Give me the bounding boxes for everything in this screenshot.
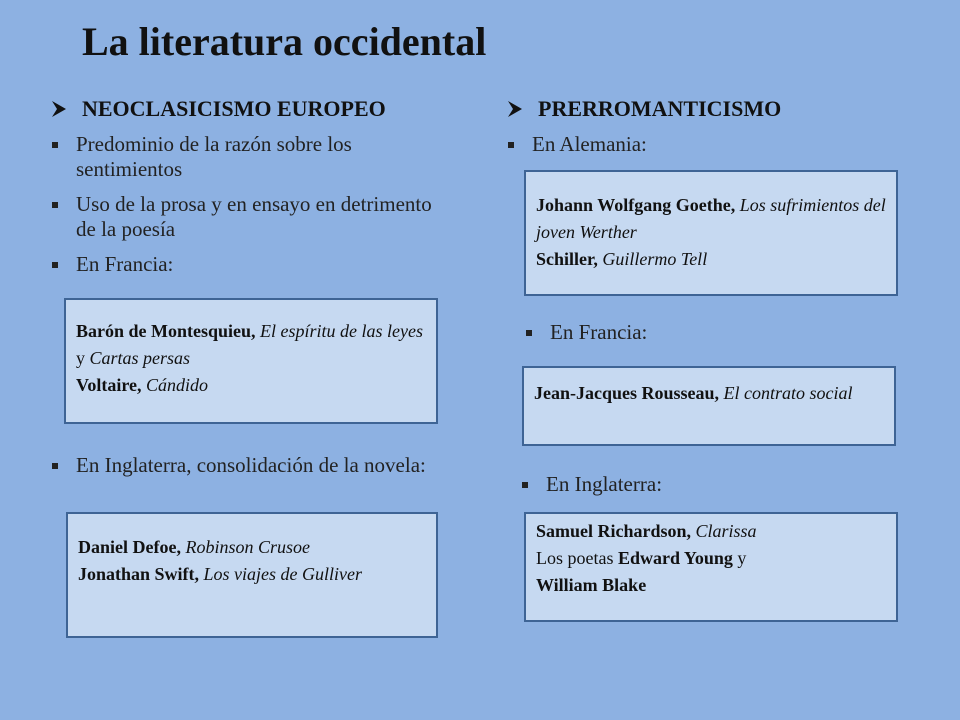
work-title: Los sufrimientos del joven Werther xyxy=(536,195,886,242)
square-bullet-icon xyxy=(526,330,532,336)
work-title: Cándido xyxy=(146,375,209,395)
heading-prerromanticismo xyxy=(508,96,781,122)
square-bullet-icon xyxy=(52,463,58,469)
work-title: El espíritu de las leyes xyxy=(260,321,423,341)
author-name: Schiller, xyxy=(536,249,598,269)
list-item xyxy=(52,252,452,277)
heading-neoclasicismo xyxy=(52,96,386,122)
left-bullet-list xyxy=(52,132,452,277)
author-name: Johann Wolfgang Goethe, xyxy=(536,195,736,215)
bullet-text: En Inglaterra: xyxy=(546,472,663,496)
plain-text: Los poetas xyxy=(536,548,614,568)
right-bullet-francia xyxy=(526,320,906,345)
conjunction: y xyxy=(76,348,85,368)
list-item xyxy=(508,132,908,157)
author-name: Barón de Montesquieu, xyxy=(76,321,256,341)
right-bullet-inglaterra xyxy=(522,472,902,497)
square-bullet-icon xyxy=(52,142,58,148)
square-bullet-icon xyxy=(522,482,528,488)
bullet-text: En Francia: xyxy=(550,320,648,344)
author-name: William Blake xyxy=(536,575,647,595)
work-title: El contrato social xyxy=(723,383,853,403)
list-item xyxy=(522,472,902,497)
heading-label: NEOCLASICISMO EUROPEO xyxy=(82,96,386,121)
right-bullet-alemania xyxy=(508,132,908,157)
work-title: Guillermo Tell xyxy=(602,249,708,269)
heading-label: PRERROMANTICISMO xyxy=(538,96,782,121)
list-item xyxy=(52,192,452,242)
square-bullet-icon xyxy=(52,202,58,208)
list-item xyxy=(52,453,452,478)
work-title: Los viajes de Gulliver xyxy=(203,564,363,584)
work-title: Cartas persas xyxy=(89,348,191,368)
author-name: Daniel Defoe, xyxy=(78,537,181,557)
bullet-text: En Alemania: xyxy=(532,132,647,156)
box-prerromanticismo-inglaterra xyxy=(524,512,898,622)
author-name: Jonathan Swift, xyxy=(78,564,200,584)
slide-title: La literatura occidental xyxy=(82,19,487,64)
arrow-bullet-icon xyxy=(52,101,66,117)
left-bullet-inglaterra xyxy=(52,453,452,478)
conjunction: y xyxy=(737,548,747,568)
bullet-text: En Inglaterra, consolidación de la novela: xyxy=(76,453,426,477)
box-prerromanticismo-francia xyxy=(522,366,896,446)
author-name: Samuel Richardson, xyxy=(536,521,692,541)
bullet-text: En Francia: xyxy=(76,252,174,276)
bullet-text: Predominio de la razón sobre los sentimientos xyxy=(76,132,352,181)
arrow-bullet-icon xyxy=(508,101,522,117)
bullet-text: Uso de la prosa y en ensayo en detrimento de la poesía xyxy=(76,192,432,241)
box-neoclasicismo-inglaterra xyxy=(66,512,438,638)
box-neoclasicismo-francia xyxy=(64,298,438,424)
box-prerromanticismo-alemania xyxy=(524,170,898,296)
work-title: Robinson Crusoe xyxy=(185,537,310,557)
author-name: Voltaire, xyxy=(76,375,142,395)
author-name: Jean-Jacques Rousseau, xyxy=(534,383,720,403)
square-bullet-icon xyxy=(52,262,58,268)
work-title: Clarissa xyxy=(695,521,757,541)
author-name: Edward Young xyxy=(617,548,733,568)
list-item xyxy=(526,320,906,345)
square-bullet-icon xyxy=(508,142,514,148)
list-item xyxy=(52,132,452,182)
